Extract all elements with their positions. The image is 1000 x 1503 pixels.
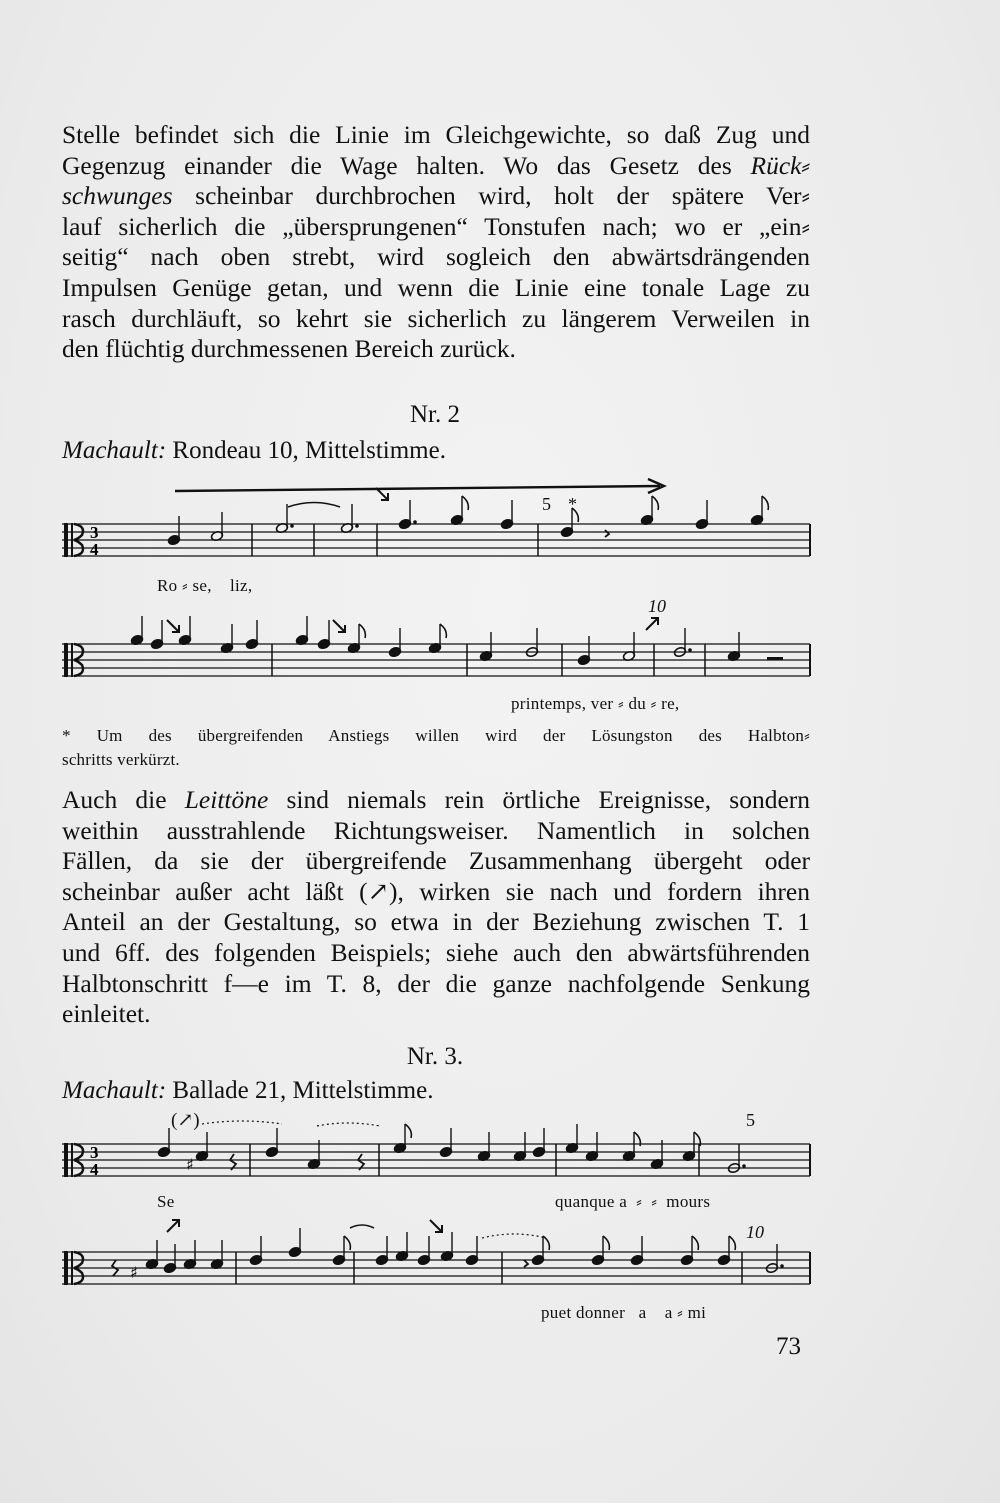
example-3-lyrics-1: quanque a ⸗ ⸗ mours <box>555 1192 711 1211</box>
example-2-work: Rondeau 10, Mittelstimme. <box>166 437 446 464</box>
text-run: Impulsen Genüge getan, und wenn die Linie eine tonale Lage zu <box>62 272 810 302</box>
emphasis: Rück⸗ <box>750 150 810 180</box>
c-clef-icon <box>64 1143 68 1177</box>
slur <box>350 1225 374 1228</box>
direction-arrow <box>170 478 670 498</box>
direction-mark-icon <box>333 620 345 632</box>
note-dot <box>413 520 417 524</box>
c-clef-icon <box>71 1143 73 1177</box>
page-number: 73 <box>776 1333 801 1360</box>
text-line <box>62 816 810 847</box>
example-3-lyric-se: Se <box>157 1192 175 1211</box>
text-run: lauf sicherlich die „übersprungenen“ Tonstufen nach; wo er „ein⸗ <box>62 211 810 241</box>
time-signature-top: 3 <box>90 1143 99 1162</box>
paragraph-1 <box>62 120 810 365</box>
note-dot <box>742 1164 746 1168</box>
text-line <box>62 151 810 182</box>
example-2-lyrics-2: printemps, ver ⸗ du ⸗ re, <box>511 694 680 713</box>
text-line <box>62 181 810 212</box>
text-run: Gegenzug einander die Wage halten. Wo das Gesetz des <box>62 150 751 180</box>
text-run: weithin ausstrahlende Richtungsweiser. Namentlich in solchen <box>62 815 810 845</box>
note-flag <box>692 1236 698 1250</box>
text-run: sind niemals rein örtliche Ereignisse, sondern <box>268 785 810 814</box>
example-3-bar-5: 5 <box>746 1110 755 1130</box>
text-run: scheinbar durchbrochen wird, holt der spätere Ver⸗ <box>172 181 810 211</box>
text-run: Halbtonschritt f—e im T. 8, der die ganze nachfolgende Senkung <box>62 968 810 998</box>
text-run: Stelle befindet sich die Linie im Gleichgewichte, so daß Zug und <box>62 120 810 149</box>
note-flag <box>543 1236 549 1250</box>
paragraph-2 <box>62 785 810 1030</box>
text-line <box>62 785 810 816</box>
text-line <box>62 273 810 304</box>
text-run: seitig“ nach oben strebt, wird sogleich den abwärtsdrängenden <box>62 242 810 272</box>
c-clef-icon <box>64 1251 68 1285</box>
text-run: Anteil an der Gestaltung, so etwa in der Beziehung zwischen T. 1 <box>62 907 810 937</box>
note-flag <box>652 496 658 510</box>
time-signature-top: 3 <box>90 523 99 542</box>
text-line <box>62 999 810 1030</box>
text-run: Fällen, da sie der übergreifende Zusammenhang übergeht oder <box>62 846 810 876</box>
footnote-line: * Um des übergreifenden Anstiegs willen wird der Lösungston des Halbton⸗ <box>62 726 810 745</box>
example-2-staff-2 <box>62 610 822 690</box>
emphasis: schwunges <box>62 181 173 211</box>
c-clef-icon <box>71 1251 73 1285</box>
example-2-bar-5: 5 <box>542 494 551 514</box>
emphasis: Leittöne <box>184 785 269 814</box>
note-dot <box>688 648 692 652</box>
rest-icon <box>767 657 783 660</box>
note-flag <box>603 1236 609 1250</box>
note-flag <box>440 624 446 638</box>
slur <box>288 503 340 508</box>
text-run: den flüchtig durchmessenen Bereich zurück. <box>62 334 516 364</box>
note-flag <box>344 1236 350 1250</box>
footnote-line: schritts verkürzt. <box>62 750 180 769</box>
example-3-number: Nr. 3. <box>406 1043 464 1070</box>
dotted-slur <box>202 1121 282 1124</box>
text-run: scheinbar außer acht läßt (↗), wirken sie nach und fordern ihren <box>62 876 810 906</box>
time-signature-bottom: 4 <box>90 1160 99 1179</box>
text-line <box>62 242 810 273</box>
text-line <box>62 334 810 365</box>
example-3-composer: Machault: <box>62 1077 167 1104</box>
direction-mark-icon <box>646 618 658 630</box>
example-2-staff-1 <box>62 510 822 570</box>
example-3-paren-mark: (↗) <box>171 1110 200 1131</box>
example-2-composer: Machault: <box>62 437 167 464</box>
text-run: einleitet. <box>62 999 151 1029</box>
text-line <box>62 969 810 1000</box>
note-dot <box>290 524 294 528</box>
example-3-staff-2 <box>62 1230 822 1300</box>
sharp-icon: ♯ <box>186 1155 194 1174</box>
text-line <box>62 212 810 243</box>
text-line <box>62 120 810 151</box>
example-2-title <box>62 437 446 465</box>
text-line <box>62 877 810 908</box>
c-clef-icon <box>71 523 73 557</box>
text-line <box>62 304 810 335</box>
direction-mark-icon <box>167 1220 179 1232</box>
note-flag <box>359 624 365 638</box>
note-flag <box>762 496 768 510</box>
time-signature-bottom: 4 <box>90 540 99 559</box>
note-flag <box>572 508 578 522</box>
text-line <box>62 938 810 969</box>
example-2-asterisk: * <box>568 494 577 514</box>
footnote <box>62 724 810 772</box>
example-3-bar-10: 10 <box>746 1222 764 1242</box>
c-clef-icon <box>64 643 68 677</box>
text-run: Auch die <box>62 785 185 814</box>
text-run: und 6ff. des folgenden Beispiels; siehe auch den abwärtsführenden <box>62 937 810 967</box>
example-2-number: Nr. 2 <box>410 401 460 428</box>
note-flag <box>729 1236 735 1250</box>
rest-icon <box>524 1260 528 1267</box>
text-line <box>62 907 810 938</box>
note-flag <box>462 496 468 510</box>
example-2-lyrics-1: Ro ⸗ se, liz, <box>157 576 253 595</box>
dotted-slur <box>317 1123 380 1126</box>
example-3-title <box>62 1077 433 1105</box>
note-flag <box>405 1124 411 1138</box>
rest-icon <box>605 530 609 537</box>
c-clef-icon <box>71 643 73 677</box>
sharp-icon: ♯ <box>130 1263 138 1282</box>
example-3-work: Ballade 21, Mittelstimme. <box>166 1077 434 1104</box>
dotted-slur <box>482 1234 546 1238</box>
example-2-bar-10: 10 <box>648 596 666 616</box>
example-3-staff-1 <box>62 1130 822 1190</box>
note-dot <box>355 524 359 528</box>
c-clef-icon <box>64 523 68 557</box>
direction-mark-icon <box>167 620 179 632</box>
direction-mark-icon <box>430 1220 442 1232</box>
text-run: rasch durchläuft, so kehrt sie sicherlich zu längerem Verweilen in <box>62 303 810 333</box>
note-dot <box>780 1264 784 1268</box>
text-line <box>62 846 810 877</box>
example-3-lyrics-2: puet donner a a ⸗ mi <box>541 1303 707 1322</box>
